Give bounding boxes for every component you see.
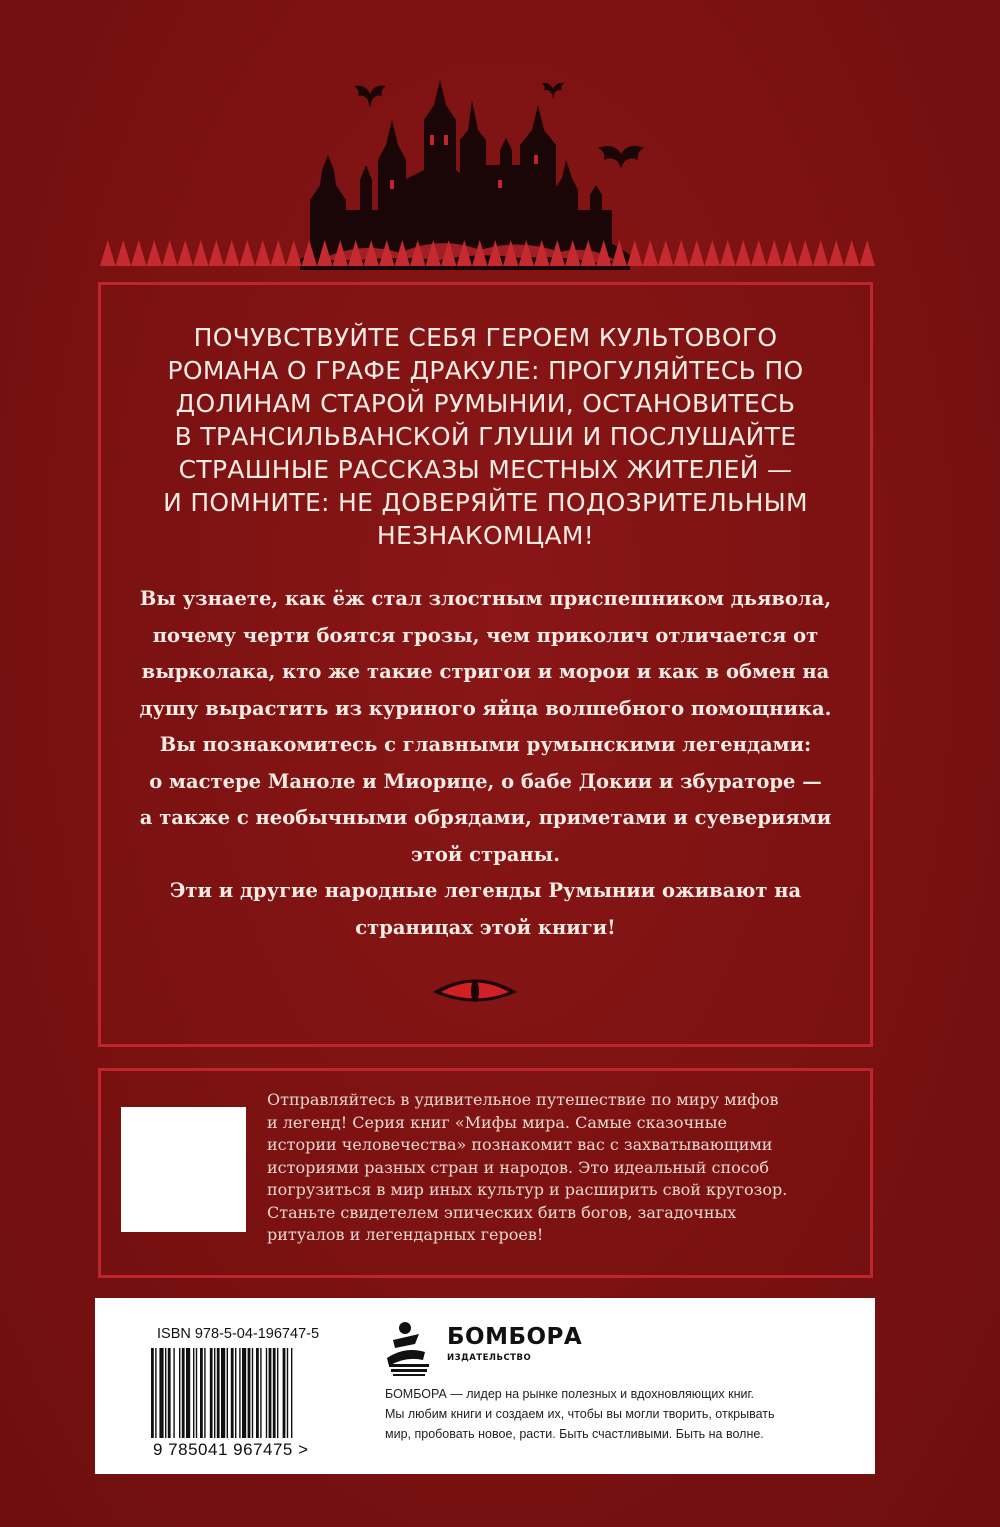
- series-line: погрузиться в мир иных культур и расширить свой кругозор.: [267, 1180, 788, 1199]
- series-frame: [98, 1068, 873, 1278]
- headline: [101, 321, 870, 552]
- series-blurb: [267, 1089, 867, 1247]
- headline-line: ДОЛИНАМ СТАРОЙ РУМЫНИИ, ОСТАНОВИТЕСЬ: [175, 389, 796, 418]
- series-line: Станьте свидетелем эпических битв богов, загадочных: [267, 1202, 737, 1222]
- castle-silhouette: [300, 60, 630, 270]
- tagline-line: Мы любим книги и создаем их, чтобы вы могли творить, открывать: [385, 1407, 775, 1421]
- description-line: Вы познакомитесь с главными румынскими легендами:: [159, 733, 812, 756]
- series-line: историями разных стран и народов. Это идеальный способ: [267, 1157, 769, 1177]
- series-line: истории человечества» познакомит вас с захватывающими: [267, 1135, 773, 1154]
- spike-border: [100, 240, 875, 266]
- publisher-subtitle: ИЗДАТЕЛЬСТВО: [447, 1353, 532, 1363]
- description-line: душу вырастить из куриного яйца волшебного помощника.: [139, 696, 832, 720]
- isbn: ISBN 978-5-04-196747-5: [157, 1326, 320, 1342]
- description-line: почему черти боятся грозы, чем приколич отличается от: [152, 623, 819, 647]
- qr-code-placeholder: [121, 1107, 246, 1232]
- description-line: Вы узнаете, как ёж стал злостным приспешником дьявола,: [139, 587, 832, 610]
- series-line: ритуалов и легендарных героев!: [267, 1225, 544, 1244]
- description-line: о мастере Маноле и Миорице, о бабе Докии и збураторе —: [149, 769, 822, 793]
- publisher-panel: [95, 1298, 875, 1474]
- bombora-logo-icon: [385, 1318, 441, 1376]
- main-text-frame: [98, 282, 873, 1047]
- headline-line: И ПОМНИТЕ: НЕ ДОВЕРЯЙТЕ ПОДОЗРИТЕЛЬНЫМ: [163, 488, 808, 517]
- description-line: страницах этой книги!: [355, 915, 616, 939]
- barcode: [151, 1348, 371, 1438]
- description-line: а также с необычными обрядами, приметами и суевериями: [139, 806, 832, 829]
- series-line: Отправляйтесь в удивительное путешествие по миру мифов: [267, 1090, 779, 1109]
- series-line: и легенд! Серия книг «Мифы мира. Самые сказочные: [267, 1112, 727, 1132]
- headline-line: В ТРАНСИЛЬВАНСКОЙ ГЛУШИ И ПОСЛУШАЙТЕ: [174, 422, 797, 451]
- description-line: этой страны.: [410, 842, 561, 866]
- headline-line: РОМАНА О ГРАФЕ ДРАКУЛЕ: ПРОГУЛЯЙТЕСЬ ПО: [167, 356, 804, 385]
- barcode-digits: 9 785041 967475 >: [153, 1440, 309, 1459]
- tagline-line: БОМБОРА — лидер на рынке полезных и вдохновляющих книг.: [385, 1387, 754, 1401]
- publisher-name: БОМБОРА: [447, 1324, 583, 1350]
- description: [101, 581, 870, 946]
- bat-icon: [596, 142, 646, 172]
- red-eye-icon: [431, 975, 519, 1009]
- headline-line: НЕЗНАКОМЦАМ!: [376, 521, 595, 550]
- headline-line: СТРАШНЫЕ РАССКАЗЫ МЕСТНЫХ ЖИТЕЛЕЙ —: [178, 455, 793, 484]
- bat-icon: [540, 80, 566, 102]
- headline-line: ПОЧУВСТВУЙТЕ СЕБЯ ГЕРОЕМ КУЛЬТОВОГО: [193, 323, 778, 352]
- description-line: Эти и другие народные легенды Румынии оживают на: [169, 879, 802, 902]
- tagline-line: мир, пробовать новое, расти. Быть счастливыми. Быть на волне.: [385, 1427, 764, 1441]
- publisher-tagline: [385, 1384, 865, 1444]
- description-line: вырколака, кто же такие стригои и морои и как в обмен на: [141, 660, 830, 683]
- bat-icon: [352, 82, 388, 112]
